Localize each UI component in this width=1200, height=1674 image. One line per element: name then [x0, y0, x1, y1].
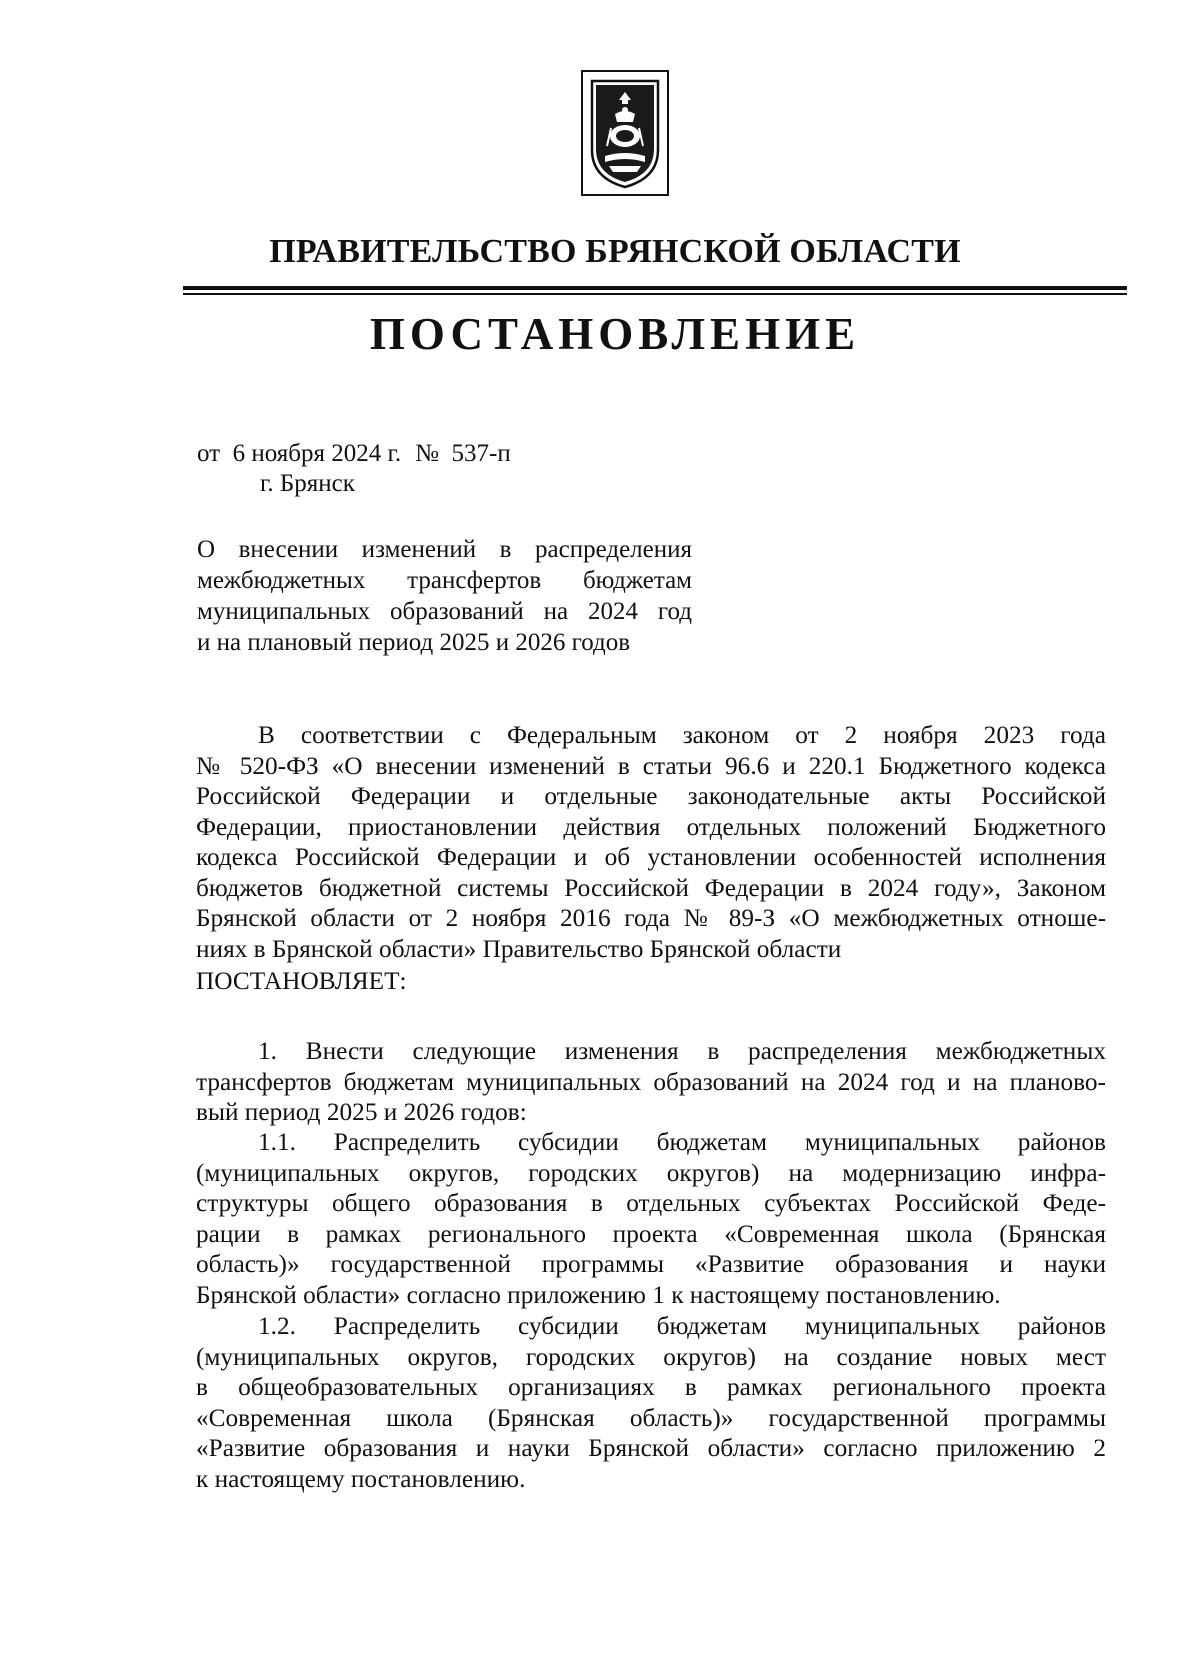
document-type-title: ПОСТАНОВЛЕНИЕ: [369, 309, 861, 359]
text-line: 1. Внести следующие изменения в распределения межбюджетных: [258, 1037, 1106, 1065]
document-city: г. Брянск: [260, 470, 355, 497]
authority-title: ПРАВИТЕЛЬСТВО БРЯНСКОЙ ОБЛАСТИ: [269, 233, 961, 270]
text-line: в общеобразовательных организациях в рамках регионального проекта: [196, 1373, 1106, 1401]
text-line: кодекса Российской Федерации и об установлении особенностей исполнения: [196, 843, 1106, 871]
text-line: 1.1. Распределить субсидии бюджетам муниципальных районов: [258, 1128, 1106, 1156]
text-line: к настоящему постановлению.: [196, 1464, 526, 1493]
text-line: № 520-ФЗ «О внесении изменений в статьи 96.6 и 220.1 Бюджетного кодекса: [196, 751, 1106, 780]
item-1-1-paragraph: [196, 1127, 1106, 1310]
text-line: область)» государственной программы «Развитие образования и науки: [196, 1250, 1106, 1278]
text-line: рации в рамках регионального проекта «Современная школа (Брянская: [196, 1219, 1106, 1248]
text-line: бюджетов бюджетной системы Российской Федерации в 2024 году», Законом: [196, 873, 1106, 902]
decree-word: ПОСТАНОВЛЯЕТ:: [196, 967, 407, 995]
text-line: «Развитие образования и науки Брянской области» согласно приложению 2: [196, 1434, 1106, 1462]
subject-line: межбюджетных трансфертов бюджетам: [197, 567, 692, 594]
text-line: структуры общего образования в отдельных субъектах Российской Феде-: [196, 1189, 1106, 1217]
item-1-2-paragraph: [196, 1311, 1106, 1494]
text-line: Брянской области от 2 ноября 2016 года № 89-З «О межбюджетных отноше-: [196, 904, 1106, 932]
preamble-paragraph: [196, 720, 1106, 964]
document-date: от 6 ноября 2024 г.: [197, 440, 402, 467]
subject-line: муниципальных образований на 2024 год: [197, 598, 692, 625]
text-line: (муниципальных округов, городских округов) на модернизацию инфра-: [196, 1158, 1106, 1187]
document-number: № 537-п: [415, 440, 511, 467]
subject-line: О внесении изменений в распределения: [197, 536, 692, 563]
text-line: Федерации, приостановлении действия отдельных положений Бюджетного: [196, 812, 1106, 841]
document-subject: [197, 534, 692, 658]
text-line: 1.2. Распределить субсидии бюджетам муниципальных районов: [258, 1312, 1106, 1340]
text-line: вый период 2025 и 2026 годов:: [196, 1098, 527, 1126]
text-line: (муниципальных округов, городских округов) на создание новых мест: [196, 1342, 1106, 1371]
document-date-line: [197, 439, 511, 469]
coat-of-arms-icon: [581, 70, 669, 196]
text-line: ниях в Брянской области» Правительство Брянской области: [196, 934, 842, 963]
text-line: «Современная школа (Брянская область)» государственной программы: [196, 1403, 1106, 1432]
subject-line: и на плановый период 2025 и 2026 годов: [197, 629, 631, 656]
header-rule-thin: [183, 293, 1127, 295]
header-rule-thick: [183, 286, 1127, 290]
item-1-paragraph: [196, 1036, 1106, 1128]
text-line: трансфертов бюджетам муниципальных образований на 2024 год и на планово-: [196, 1067, 1106, 1096]
text-line: В соответствии с Федеральным законом от 2 ноября 2023 года: [258, 721, 1106, 749]
text-line: Российской Федерации и отдельные законодательные акты Российской: [196, 782, 1106, 810]
text-line: Брянской области» согласно приложению 1 к настоящему постановлению.: [196, 1280, 1001, 1309]
